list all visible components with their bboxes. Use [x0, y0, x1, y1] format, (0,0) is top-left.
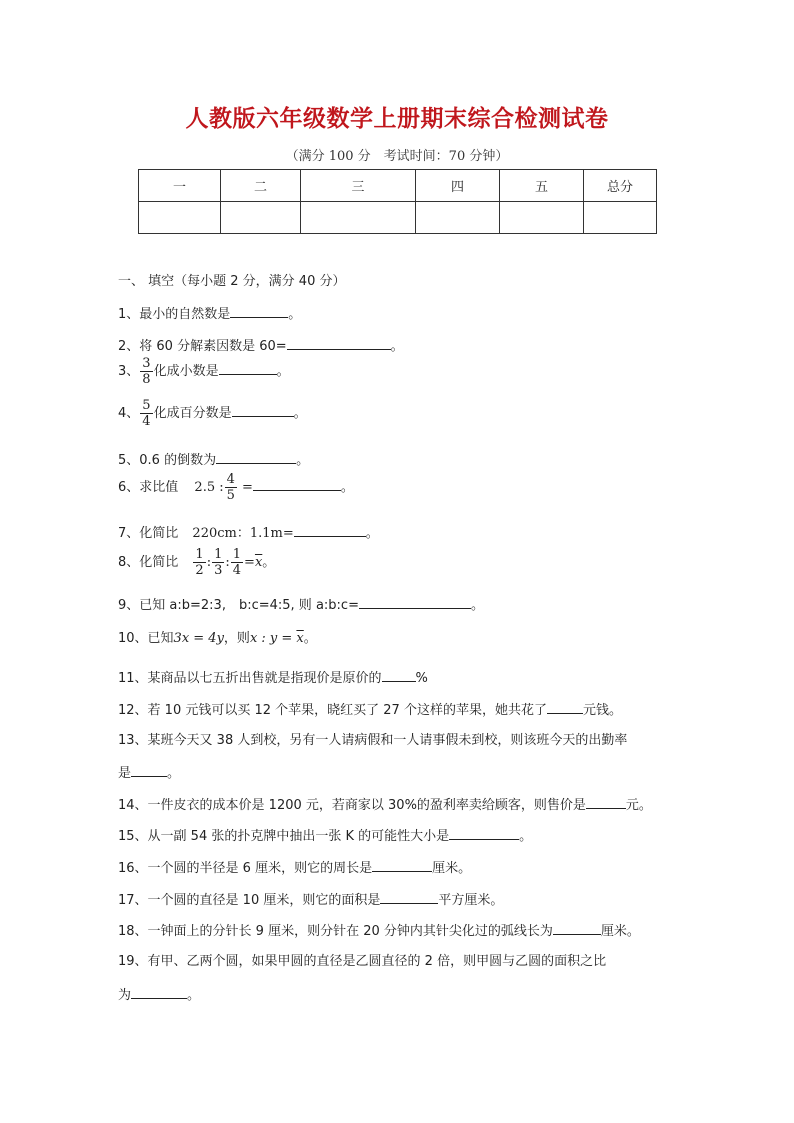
answer-blank[interactable] [230, 304, 288, 318]
score-col-5: 五 [500, 170, 584, 202]
question-text: 化成小数是 [153, 364, 219, 379]
question-8 [118, 547, 275, 578]
score-table-header-row [139, 170, 657, 202]
score-cell[interactable] [416, 202, 500, 234]
question-19 [118, 953, 606, 971]
answer-blank[interactable] [216, 450, 296, 464]
question-text: 17、一个圆的直径是 10 厘米，则它的面积是 [118, 893, 381, 908]
score-cell[interactable] [139, 202, 221, 234]
question-9 [118, 595, 484, 615]
question-end: 。 [470, 598, 484, 613]
question-2 [118, 336, 404, 356]
answer-blank[interactable] [359, 595, 471, 609]
answer-blank[interactable] [131, 985, 187, 999]
score-col-total: 总分 [584, 170, 657, 202]
question-text: 16、一个圆的半径是 6 厘米，则它的周长是 [118, 861, 373, 876]
score-col-1: 一 [139, 170, 221, 202]
question-end: 。 [365, 526, 379, 541]
fraction [140, 356, 152, 387]
question-end: 。 [340, 480, 354, 495]
answer-blank[interactable] [547, 700, 583, 714]
exam-info: （满分 100 分 考试时间：70 分钟） [285, 149, 509, 164]
question-number: 3、 [118, 364, 140, 379]
question-end: 。 [167, 766, 181, 781]
math-expression: x : y = [249, 631, 297, 646]
question-end: 元。 [625, 798, 652, 813]
math-expression: 2.5 : [194, 480, 224, 495]
fraction [231, 547, 243, 578]
answer-blank[interactable] [553, 921, 601, 935]
score-table [138, 169, 657, 234]
answer-blank[interactable] [131, 763, 167, 777]
answer-blank[interactable] [232, 403, 294, 417]
fraction-numerator: 1 [195, 547, 204, 562]
question-12 [118, 700, 622, 720]
score-table-blank-row [139, 202, 657, 234]
question-18 [118, 921, 640, 941]
fraction-numerator: 1 [232, 547, 242, 562]
score-cell[interactable] [221, 202, 301, 234]
answer-placeholder[interactable]: $\overline{x}$ [254, 555, 263, 570]
fraction [212, 547, 224, 578]
score-col-3: 三 [301, 170, 416, 202]
fraction-numerator: 5 [142, 398, 151, 413]
fraction [140, 398, 152, 429]
question-end: 。 [519, 829, 533, 844]
question-text: 11、某商品以七五折出售就是指现价是原价的 [118, 671, 382, 686]
score-cell[interactable] [584, 202, 657, 234]
question-text: 18、一钟面上的分针长 9 厘米，则分针在 20 分钟内其针尖化过的弧线长为 [118, 924, 553, 939]
question-text: 8、化简比 [118, 555, 179, 570]
answer-blank[interactable] [253, 477, 341, 491]
score-cell[interactable] [301, 202, 416, 234]
answer-blank[interactable] [372, 858, 432, 872]
question-1 [118, 304, 301, 324]
question-number: 4、 [118, 406, 140, 421]
colon: : [225, 555, 230, 570]
question-text: 2、将 60 分解素因数是 60= [118, 339, 287, 354]
question-4 [118, 398, 307, 429]
question-end: 。 [276, 364, 290, 379]
fraction [193, 547, 205, 578]
question-end: 。 [296, 453, 310, 468]
score-cell[interactable] [500, 202, 584, 234]
question-15 [118, 826, 532, 846]
page-title: 人教版六年级数学上册期末综合检测试卷 [185, 106, 609, 132]
math-expression: 220cm：1.1m= [192, 526, 294, 541]
fraction-numerator: 1 [214, 547, 223, 562]
question-text: 是 [118, 766, 132, 781]
question-10 [118, 630, 317, 648]
section-heading: 一、 填空（每小题 2 分，满分 40 分） [118, 274, 346, 289]
question-11 [118, 668, 428, 688]
question-text: 12、若 10 元钱可以买 12 个苹果，晓红买了 27 个这样的苹果，她共花了 [118, 703, 547, 718]
question-3 [118, 356, 290, 387]
fraction-denominator: 4 [142, 414, 151, 429]
question-end: 。 [303, 631, 317, 646]
question-text: 10、已知 [118, 631, 174, 646]
question-text: 为 [118, 988, 132, 1003]
question-text: 19、有甲、乙两个圆，如果甲圆的直径是乙圆直径的 2 倍，则甲圆与乙圆的面积之比 [118, 954, 607, 969]
question-text: 13、某班今天又 38 人到校，另有一人请病假和一人请事假未到校，则该班今天的出勤率 [118, 733, 628, 748]
question-text: 5、0.6 的倒数为 [118, 453, 217, 468]
answer-placeholder[interactable]: $\overline{x}$ [296, 631, 304, 646]
question-end: 厘米。 [432, 861, 472, 876]
question-text: 14、一件皮衣的成本价是 1200 元，若商家以 30%的盈利率卖给顾客，则售价是 [118, 798, 586, 813]
question-text: 6、求比值 [118, 480, 179, 495]
question-16 [118, 858, 471, 878]
score-col-2: 二 [221, 170, 301, 202]
fraction-denominator: 8 [142, 372, 151, 387]
fraction-denominator: 5 [226, 488, 235, 503]
question-end: 。 [187, 988, 201, 1003]
answer-blank[interactable] [449, 826, 519, 840]
question-13-continued [118, 763, 180, 783]
question-end: 厘米。 [600, 924, 640, 939]
math-expression: 3x = 4y [173, 631, 224, 646]
answer-blank[interactable] [294, 523, 366, 537]
fraction-denominator: 3 [214, 563, 223, 578]
question-14 [118, 795, 652, 815]
question-17 [118, 890, 503, 910]
question-19-continued [118, 985, 200, 1005]
answer-blank[interactable] [287, 336, 391, 350]
question-end: 。 [262, 555, 276, 570]
question-text: 15、从一副 54 张的扑克牌中抽出一张 K 的可能性大小是 [118, 829, 450, 844]
answer-blank[interactable] [586, 795, 626, 809]
question-end: % [415, 671, 428, 686]
fraction-denominator: 4 [232, 563, 242, 578]
question-end: 平方厘米。 [438, 893, 504, 908]
question-end: 。 [390, 339, 404, 354]
question-7 [118, 523, 379, 543]
fraction-numerator: 4 [226, 472, 235, 487]
question-end: 元钱。 [582, 703, 622, 718]
question-text: 化成百分数是 [153, 406, 232, 421]
question-text: 1、最小的自然数是 [118, 307, 231, 322]
question-end: 。 [293, 406, 307, 421]
equals-sign: = [244, 555, 255, 570]
question-5 [118, 450, 309, 470]
equals-sign: = [237, 480, 253, 495]
question-text: 7、化简比 [118, 526, 179, 541]
question-end: 。 [288, 307, 302, 322]
colon: : [206, 555, 212, 570]
score-col-4: 四 [416, 170, 500, 202]
question-text-mid: ，则 [223, 631, 250, 646]
question-text: 9、已知 a:b=2:3, b:c=4:5, 则 a:b:c= [118, 598, 359, 613]
question-13 [118, 732, 627, 750]
fraction-denominator: 2 [195, 563, 204, 578]
answer-blank[interactable] [219, 361, 277, 375]
question-6 [118, 472, 354, 503]
answer-blank[interactable] [382, 668, 416, 682]
fraction [225, 472, 237, 503]
answer-blank[interactable] [380, 890, 438, 904]
fraction-numerator: 3 [142, 356, 151, 371]
